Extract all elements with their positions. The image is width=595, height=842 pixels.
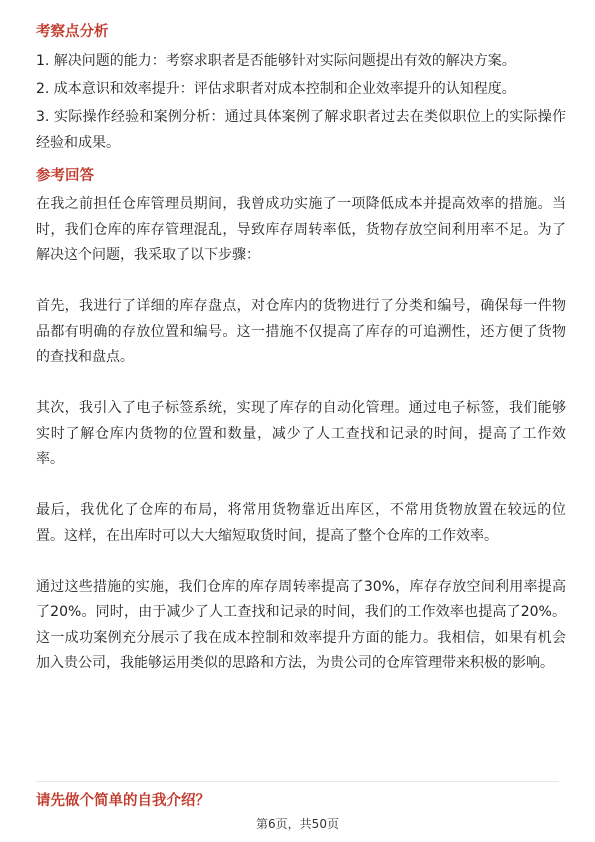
analysis-point-1: 1. 解决问题的能力：考察求职者是否能够针对实际问题提出有效的解决方案。: [36, 53, 516, 69]
answer-paragraph-3: 其次，我引入了电子标签系统，实现了库存的自动化管理。通过电子标签，我们能够实时了解仓库内货物的位置和数量，减少了人工查找和记录的时间，提高了工作效率。: [36, 400, 566, 467]
section-divider: [36, 781, 559, 782]
answer-paragraph-5: 通过这些措施的实施，我们仓库的库存周转率提高了30%，库存存放空间利用率提高了20%。同时，由于减少了人工查找和记录的时间，我们的工作效率也提高了20%。这一成功案例充分展示了我在成本控制和效率提升方面的能力。我相信，如果有机会加入贵公司，我能够运用类似的思路和方法，为贵公司的仓库管理带来积极的影响。: [36, 578, 566, 671]
answer-paragraph-4: 最后，我优化了仓库的布局，将常用货物靠近出库区，不常用货物放置在较远的位置。这样，在出库时可以大大缩短取货时间，提高了整个仓库的工作效率。: [36, 502, 566, 544]
answer-heading: 参考回答: [36, 168, 94, 184]
answer-paragraph-1: 在我之前担任仓库管理员期间，我曾成功实施了一项降低成本并提高效率的措施。当时，我们仓库的库存管理混乱，导致库存周转率低，货物存放空间利用率不足。为了解决这个问题，我采取了以下步骤：: [36, 196, 566, 263]
analysis-point-2: 2. 成本意识和效率提升：评估求职者对成本控制和企业效率提升的认知程度。: [36, 81, 516, 97]
document-page: [36, 22, 566, 702]
page-number-footer: 第6页，共50页: [256, 817, 339, 831]
answer-paragraph-2: 首先，我进行了详细的库存盘点，对仓库内的货物进行了分类和编号，确保每一件物品都有明确的存放位置和编号。这一措施不仅提高了库存的可追溯性，还方便了货物的查找和盘点。: [36, 298, 566, 365]
analysis-heading: 考察点分析: [36, 24, 109, 40]
next-question-heading: 请先做个简单的自我介绍？: [36, 793, 210, 809]
analysis-point-3: 3. 实际操作经验和案例分析：通过具体案例了解求职者过去在类似职位上的实际操作经验和成果。: [36, 109, 566, 151]
